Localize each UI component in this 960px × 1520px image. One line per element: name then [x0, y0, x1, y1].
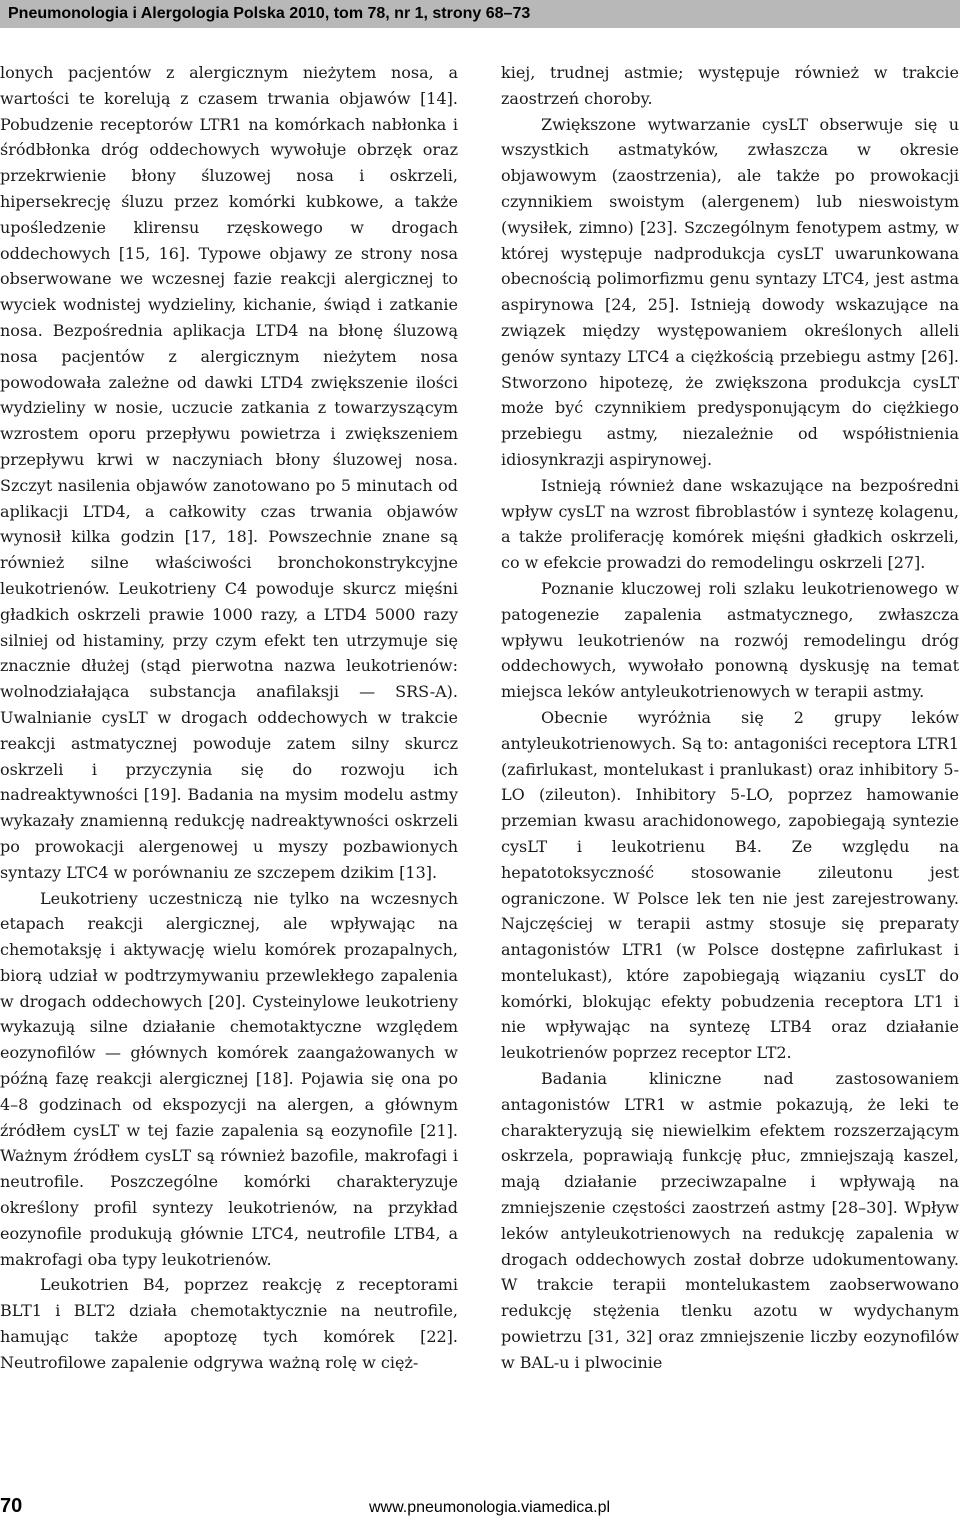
journal-running-title: Pneumonologia i Alergologia Polska 2010, tom 78, nr 1, strony 68–73 [8, 5, 531, 22]
left-column [0, 60, 458, 1376]
page-number: 70 [0, 1495, 23, 1517]
paragraph: Leukotrieny uczestniczą nie tylko na wczesnych etapach reakcji alergicznej, ale wpływając na chemotaksję i aktywację wielu komórek prozapalnych, biorą udział w podtrzymywaniu przewlekłego zapalenia w drogach oddechowych [20]. Cysteinylowe leukotrieny wykazują silne działanie chemotaktyczne względem eozynofilów — głównych komórek zaangażowanych w późną fazę reakcji alergicznej [18]. Pojawia się ona po 4–8 godzinach od ekspozycji na alergen, a głównym źródłem cysLT w tej fazie zapalenia są eozynofile [21]. Ważnym źródłem cysLT są również bazofile, makrofagi i neutrofile. Poszczególne komórki charakteryzuje określony profil syntezy leukotrienów, na przykład eozynofile produkują głównie LTC4, neutrofile LTB4, a makrofagi oba typy leukotrienów. [0, 888, 458, 1269]
paragraph: Zwiększone wytwarzanie cysLT obserwuje się u wszystkich astmatyków, zwłaszcza w okresie objawowym (zaostrzenia), ale także po prowokacji czynnikiem swoistym (alergenem) lub nieswoistym (wysiłek, zimno) [23]. Szczególnym fenotypem astmy, w której występuje nadprodukcja cysLT uwarunkowana obecnością polimorfizmu genu syntazy LTC4, jest astma aspirynowa [24, 25]. Istnieją dowody wskazujące na związek między występowaniem określonych alleli genów syntazy LTC4 a ciężkością przebiegu astmy [26]. Stworzono hipotezę, że zwiększona produkcja cysLT może być czynnikiem predysponującym do ciężkiego przebiegu astmy, niezależnie od współistnienia idiosynkrazji aspirynowej. [501, 114, 959, 469]
paragraph: Poznanie kluczowej roli szlaku leukotrienowego w patogenezie zapalenia astmatycznego, zwłaszcza wpływu leukotrienów na rozwój remodelingu dróg oddechowych, wywołało ponowną dyskusję na temat miejsca leków antyleukotrienowych w terapii astmy. [501, 578, 959, 702]
journal-url[interactable]: www.pneumonologia.viamedica.pl [369, 1499, 611, 1516]
paragraph: Leukotrien B4, poprzez reakcję z receptorami BLT1 i BLT2 działa chemotaktycznie na neutrofile, hamując także apoptozę tych komórek [22]. Neutrofilowe zapalenie odgrywa ważną rolę w cięż- [0, 1275, 458, 1372]
running-header [0, 0, 960, 28]
paragraph: kiej, trudnej astmie; występuje również w trakcie zaostrzeń choroby. [501, 63, 959, 108]
paragraph: Badania kliniczne nad zastosowaniem antagonistów LTR1 w astmie pokazują, że leki te charakteryzują się niewielkim efektem rozszerzającym oskrzela, poprawiają funkcję płuc, zmniejszają kaszel, mają działanie przeciwzapalne i wpływają na zmniejszenie częstości zaostrzeń astmy [28–30]. Wpływ leków antyleukotrienowych na redukcję zapalenia w drogach oddechowych został dobrze udokumentowany. W trakcie terapii montelukastem zaobserwowano redukcję stężenia tlenku azotu w wydychanym powietrzu [31, 32] oraz zmniejszenie liczby eozynofilów w BAL-u i plwocinie [501, 1069, 959, 1372]
right-column [501, 60, 959, 1376]
paragraph: lonych pacjentów z alergicznym nieżytem nosa, a wartości te korelują z czasem trwania objawów [14]. Pobudzenie receptorów LTR1 na komórkach nabłonka i śródbłonka dróg oddechowych wywołuje obrzęk oraz przekrwienie błony śluzowej nosa i oskrzeli, hipersekrecję śluzu przez komórki kubkowe, a także upośledzenie klirensu rzęskowego w drogach oddechowych [15, 16]. Typowe objawy ze strony nosa obserwowane we wczesnej fazie reakcji alergicznej to wyciek wodnistej wydzieliny, kichanie, świąd i zatkanie nosa. Bezpośrednia aplikacja LTD4 na błonę śluzową nosa pacjentów z alergicznym nieżytem nosa powodowała zależne od dawki LTD4 zwiększenie ilości wydzieliny w nosie, uczucie zatkania z towarzyszącym wzrostem oporu przepływu powietrza i zwiększeniem przepływu krwi w naczyniach błony śluzowej nosa. Szczyt nasilenia objawów zanotowano po 5 minutach od aplikacji LTD4, a całkowity czas trwania objawów wynosił kilka godzin [17, 18]. Powszechnie znane są również silne właściwości bronchokonstrykcyjne leukotrienów. Leukotrieny C4 powoduje skurcz mięśni gładkich oskrzeli prawie 1000 razy, a LTD4 5000 razy silniej od histaminy, przy czym efekt ten utrzymuje się znacznie dłużej (stąd pierwotna nazwa leukotrienów: wolnodziałająca substancja anafilaksji — SRS-A). Uwalnianie cysLT w drogach oddechowych w trakcie reakcji astmatycznej powoduje zatem silny skurcz oskrzeli i przyczynia się do rozwoju ich nadreaktywności [19]. Badania na mysim modelu astmy wykazały znamienną redukcję nadreaktywności oskrzeli po prowokacji alergenowej u myszy pozbawionych syntazy LTC4 w porównaniu ze szczepem dzikim [13]. [0, 63, 458, 882]
paragraph: Istnieją również dane wskazujące na bezpośredni wpływ cysLT na wzrost fibroblastów i syntezę kolagenu, a także proliferację komórek mięśni gładkich oskrzeli, co w efekcie prowadzi do remodelingu oskrzeli [27]. [501, 475, 959, 573]
paragraph: Obecnie wyróżnia się 2 grupy leków antyleukotrienowych. Są to: antagoniści receptora LTR1 (zafirlukast, montelukast i pranlukast) oraz inhibitory 5-LO (zileuton). Inhibitory 5-LO, poprzez hamowanie przemian kwasu arachidonowego, zapobiegają syntezie cysLT i leukotrienu B4. Ze względu na hepatotoksyczność stosowanie zileutonu jest ograniczone. W Polsce lek ten nie jest zarejestrowany. Najczęściej w terapii astmy stosuje się preparaty antagonistów LTR1 (w Polsce dostępne zafirlukast i montelukast), które zapobiegają wiązaniu cysLT do komórki, blokując efekty pobudzenia receptora LT1 i nie wpływając na syntezę LTB4 oraz działanie leukotrienów poprzez receptor LT2. [501, 707, 959, 1063]
